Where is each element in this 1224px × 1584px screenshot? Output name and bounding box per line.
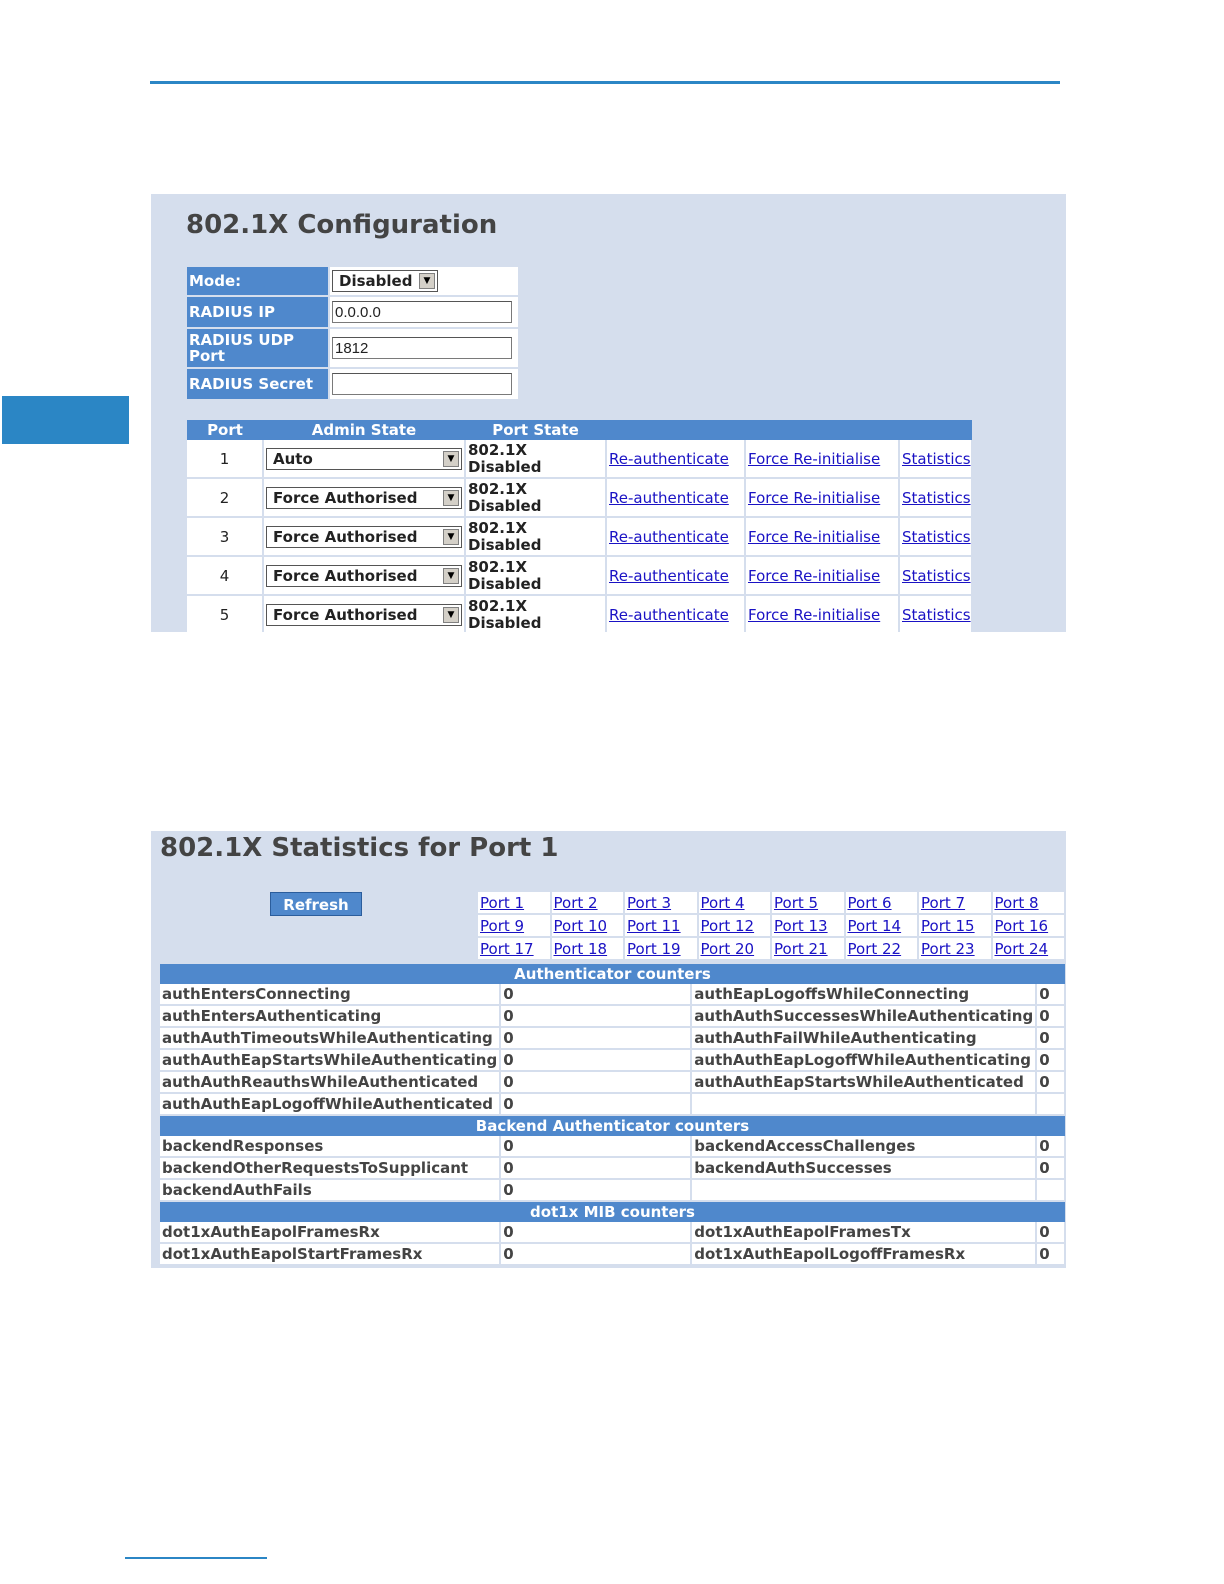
port-state-line2: Disabled	[468, 496, 542, 515]
port-link-15[interactable]: Port 15	[921, 917, 975, 935]
action-cell	[606, 478, 745, 517]
counter-value: 0	[500, 1222, 691, 1243]
port-link-cell	[845, 892, 919, 914]
counter-value	[1036, 1179, 1065, 1201]
radius-port-label: RADIUS UDP Port	[187, 329, 328, 367]
chevron-down-icon: ▼	[443, 451, 459, 467]
counter-name: authAuthEapStartsWhileAuthenticated	[691, 1071, 1036, 1093]
counter-value: 0	[500, 1243, 691, 1265]
port-link-11[interactable]: Port 11	[627, 917, 681, 935]
admin-state-cell	[263, 517, 465, 556]
port-table	[187, 420, 973, 632]
port-link-14[interactable]: Port 14	[847, 917, 902, 935]
counter-name: dot1xAuthEapolLogoffFramesRx	[691, 1243, 1036, 1265]
counter-value: 0	[1036, 1157, 1065, 1179]
port-link-13[interactable]: Port 13	[774, 917, 828, 935]
stats-title: 802.1X Statistics for Port 1	[160, 833, 559, 863]
top-rule	[150, 81, 1060, 84]
action-cell	[745, 440, 899, 478]
section-header: Backend Authenticator counters	[160, 1115, 1065, 1136]
counter-value: 0	[1036, 1027, 1065, 1049]
counter-row	[160, 1071, 1065, 1093]
port-number: 5	[187, 595, 263, 632]
counter-row	[160, 1005, 1065, 1027]
port-link-cell	[624, 937, 698, 960]
reauthenticate-link[interactable]: Re-authenticate	[609, 527, 729, 546]
action-cell	[899, 556, 972, 595]
port-link-cell	[551, 937, 625, 960]
section-header-row	[160, 1201, 1065, 1222]
actions-header	[745, 420, 899, 440]
port-link-9[interactable]: Port 9	[480, 917, 525, 935]
port-link-cell	[698, 937, 772, 960]
port-link-cell	[698, 914, 772, 937]
port-link-cell	[771, 937, 845, 960]
port-link-21[interactable]: Port 21	[774, 940, 828, 958]
action-cell	[899, 440, 972, 478]
section-header: Authenticator counters	[160, 964, 1065, 984]
port-link-17[interactable]: Port 17	[480, 940, 534, 958]
statistics-link[interactable]: Statistics	[902, 566, 971, 585]
port-link-23[interactable]: Port 23	[921, 940, 975, 958]
action-cell	[606, 517, 745, 556]
force-reinitialise-link[interactable]: Force Re-initialise	[748, 488, 881, 507]
port-link-24[interactable]: Port 24	[994, 940, 1049, 958]
counter-name: authAuthReauthsWhileAuthenticated	[160, 1071, 500, 1093]
counter-name	[691, 1093, 1036, 1115]
admin-state-cell	[263, 440, 465, 478]
counter-name	[691, 1179, 1036, 1201]
counter-value: 0	[1036, 984, 1065, 1005]
port-header: Port	[187, 420, 263, 440]
port-state-line1: 802.1X	[468, 518, 528, 537]
port-link-3[interactable]: Port 3	[627, 894, 672, 912]
port-state-line1: 802.1X	[468, 596, 528, 615]
action-cell	[899, 478, 972, 517]
port-link-cell	[624, 914, 698, 937]
admin-state-value: Force Authorised	[273, 566, 418, 585]
admin-state-header: Admin State	[263, 420, 465, 440]
counter-row	[160, 1093, 1065, 1115]
counter-value: 0	[500, 984, 691, 1005]
stats-panel	[151, 831, 1066, 1268]
port-number: 3	[187, 517, 263, 556]
counter-value: 0	[1036, 1005, 1065, 1027]
port-row	[187, 517, 972, 556]
action-cell	[899, 595, 972, 632]
action-cell	[745, 517, 899, 556]
admin-state-cell	[263, 478, 465, 517]
chevron-down-icon: ▼	[443, 490, 459, 506]
radius-secret-label: RADIUS Secret	[187, 369, 328, 399]
counter-value: 0	[500, 1005, 691, 1027]
port-state-line1: 802.1X	[468, 557, 528, 576]
mode-select[interactable]	[332, 270, 438, 292]
counter-name: backendAuthFails	[160, 1179, 500, 1201]
refresh-button[interactable]: Refresh	[270, 892, 362, 916]
port-state-cell	[465, 478, 606, 517]
counter-value: 0	[500, 1027, 691, 1049]
mode-select-value: Disabled	[339, 272, 413, 290]
port-link-5[interactable]: Port 5	[774, 894, 819, 912]
port-link-10[interactable]: Port 10	[553, 917, 608, 935]
footer-rule	[125, 1557, 267, 1559]
section-header-row	[160, 964, 1065, 984]
admin-state-value: Auto	[273, 449, 313, 468]
port-link-cell	[918, 914, 992, 937]
counter-name: dot1xAuthEapolStartFramesRx	[160, 1243, 500, 1265]
port-row	[187, 478, 972, 517]
port-row	[187, 595, 972, 632]
port-number: 2	[187, 478, 263, 517]
port-state-cell	[465, 440, 606, 478]
counter-name: backendOtherRequestsToSupplicant	[160, 1157, 500, 1179]
port-link-18[interactable]: Port 18	[553, 940, 608, 958]
counter-value: 0	[1036, 1071, 1065, 1093]
counter-row	[160, 984, 1065, 1005]
port-link-7[interactable]: Port 7	[921, 894, 966, 912]
counter-value: 0	[1036, 1136, 1065, 1157]
mode-label: Mode:	[187, 267, 328, 295]
action-cell	[606, 595, 745, 632]
port-state-line2: Disabled	[468, 457, 542, 476]
reauthenticate-link[interactable]: Re-authenticate	[609, 605, 729, 624]
actions-header	[899, 420, 972, 440]
counter-name: backendAuthSuccesses	[691, 1157, 1036, 1179]
radius-port-input[interactable]: 1812	[332, 337, 512, 359]
port-links-row	[478, 914, 1065, 937]
action-cell	[745, 556, 899, 595]
counter-name: dot1xAuthEapolFramesTx	[691, 1222, 1036, 1243]
counter-value	[1036, 1093, 1065, 1115]
port-state-cell	[465, 556, 606, 595]
counter-value: 0	[500, 1136, 691, 1157]
port-link-20[interactable]: Port 20	[700, 940, 755, 958]
counter-name: authEntersAuthenticating	[160, 1005, 500, 1027]
counters-table	[160, 964, 1066, 1266]
reauthenticate-link[interactable]: Re-authenticate	[609, 566, 729, 585]
counter-name: authAuthEapLogoffWhileAuthenticated	[160, 1093, 500, 1115]
admin-state-cell	[263, 595, 465, 632]
port-link-cell	[918, 937, 992, 960]
port-number: 1	[187, 440, 263, 478]
reauthenticate-link[interactable]: Re-authenticate	[609, 488, 729, 507]
counter-row	[160, 1157, 1065, 1179]
counter-value: 0	[1036, 1049, 1065, 1071]
counter-value: 0	[500, 1071, 691, 1093]
port-link-22[interactable]: Port 22	[847, 940, 902, 958]
port-links-table	[478, 892, 1066, 961]
config-panel	[151, 194, 1066, 632]
port-link-8[interactable]: Port 8	[994, 894, 1039, 912]
port-state-line1: 802.1X	[468, 479, 528, 498]
chevron-down-icon: ▼	[419, 273, 435, 289]
counter-name: authAuthTimeoutsWhileAuthenticating	[160, 1027, 500, 1049]
counter-value: 0	[1036, 1243, 1065, 1265]
port-state-line2: Disabled	[468, 574, 542, 593]
radius-ip-label: RADIUS IP	[187, 297, 328, 327]
config-title: 802.1X Configuration	[186, 210, 498, 240]
port-links-row	[478, 892, 1065, 914]
port-link-cell	[918, 892, 992, 914]
admin-state-select[interactable]	[266, 526, 462, 548]
port-state-line1: 802.1X	[468, 440, 528, 459]
action-cell	[899, 517, 972, 556]
admin-state-select[interactable]	[266, 448, 462, 470]
port-links-row	[478, 937, 1065, 960]
force-reinitialise-link[interactable]: Force Re-initialise	[748, 527, 881, 546]
settings-table	[187, 267, 518, 401]
admin-state-cell	[263, 556, 465, 595]
port-link-cell	[478, 914, 551, 937]
port-link-cell	[551, 892, 625, 914]
counter-row	[160, 1179, 1065, 1201]
force-reinitialise-link[interactable]: Force Re-initialise	[748, 449, 881, 468]
chevron-down-icon: ▼	[443, 607, 459, 623]
counter-name: authAuthEapStartsWhileAuthenticating	[160, 1049, 500, 1071]
port-row	[187, 440, 972, 478]
port-link-4[interactable]: Port 4	[700, 894, 745, 912]
admin-state-value: Force Authorised	[273, 527, 418, 546]
admin-state-value: Force Authorised	[273, 605, 418, 624]
port-state-line2: Disabled	[468, 613, 542, 632]
reauthenticate-link[interactable]: Re-authenticate	[609, 449, 729, 468]
port-state-cell	[465, 595, 606, 632]
chevron-down-icon: ▼	[443, 568, 459, 584]
counter-row	[160, 1049, 1065, 1071]
statistics-link[interactable]: Statistics	[902, 449, 971, 468]
force-reinitialise-link[interactable]: Force Re-initialise	[748, 566, 881, 585]
counter-value: 0	[500, 1093, 691, 1115]
port-link-cell	[771, 914, 845, 937]
action-cell	[606, 556, 745, 595]
port-state-header: Port State	[465, 420, 606, 440]
port-link-cell	[551, 914, 625, 937]
port-link-12[interactable]: Port 12	[700, 917, 755, 935]
counter-name: backendAccessChallenges	[691, 1136, 1036, 1157]
counter-row	[160, 1222, 1065, 1243]
port-state-line2: Disabled	[468, 535, 542, 554]
port-link-cell	[624, 892, 698, 914]
counter-name: dot1xAuthEapolFramesRx	[160, 1222, 500, 1243]
admin-state-select[interactable]	[266, 604, 462, 626]
force-reinitialise-link[interactable]: Force Re-initialise	[748, 605, 881, 624]
chapter-tab	[2, 396, 129, 444]
port-link-6[interactable]: Port 6	[847, 894, 892, 912]
counter-value: 0	[1036, 1222, 1065, 1243]
action-cell	[745, 595, 899, 632]
counter-row	[160, 1243, 1065, 1265]
admin-state-value: Force Authorised	[273, 488, 418, 507]
port-link-cell	[845, 937, 919, 960]
radius-ip-input[interactable]: 0.0.0.0	[332, 301, 512, 323]
statistics-link[interactable]: Statistics	[902, 605, 971, 624]
port-link-cell	[478, 937, 551, 960]
port-link-1[interactable]: Port 1	[480, 894, 525, 912]
counter-name: authEntersConnecting	[160, 984, 500, 1005]
port-link-cell	[992, 892, 1066, 914]
counter-row	[160, 1136, 1065, 1157]
statistics-link[interactable]: Statistics	[902, 488, 971, 507]
section-header-row	[160, 1115, 1065, 1136]
chevron-down-icon: ▼	[443, 529, 459, 545]
section-header: dot1x MIB counters	[160, 1201, 1065, 1222]
counter-value: 0	[500, 1179, 691, 1201]
port-link-cell	[992, 914, 1066, 937]
port-link-19[interactable]: Port 19	[627, 940, 681, 958]
counter-value: 0	[500, 1049, 691, 1071]
counter-name: authEapLogoffsWhileConnecting	[691, 984, 1036, 1005]
port-link-cell	[698, 892, 772, 914]
counter-name: authAuthSuccessesWhileAuthenticating	[691, 1005, 1036, 1027]
port-link-cell	[478, 892, 551, 914]
port-link-cell	[845, 914, 919, 937]
counter-value: 0	[500, 1157, 691, 1179]
port-state-cell	[465, 517, 606, 556]
action-cell	[606, 440, 745, 478]
admin-state-select[interactable]	[266, 565, 462, 587]
radius-secret-input[interactable]	[332, 373, 512, 395]
action-cell	[745, 478, 899, 517]
admin-state-select[interactable]	[266, 487, 462, 509]
counter-name: backendResponses	[160, 1136, 500, 1157]
statistics-link[interactable]: Statistics	[902, 527, 971, 546]
port-number: 4	[187, 556, 263, 595]
counter-name: authAuthEapLogoffWhileAuthenticating	[691, 1049, 1036, 1071]
actions-header	[606, 420, 745, 440]
port-row	[187, 556, 972, 595]
port-link-cell	[771, 892, 845, 914]
counter-name: authAuthFailWhileAuthenticating	[691, 1027, 1036, 1049]
port-link-16[interactable]: Port 16	[994, 917, 1049, 935]
port-link-2[interactable]: Port 2	[553, 894, 598, 912]
port-link-cell	[992, 937, 1066, 960]
counter-row	[160, 1027, 1065, 1049]
